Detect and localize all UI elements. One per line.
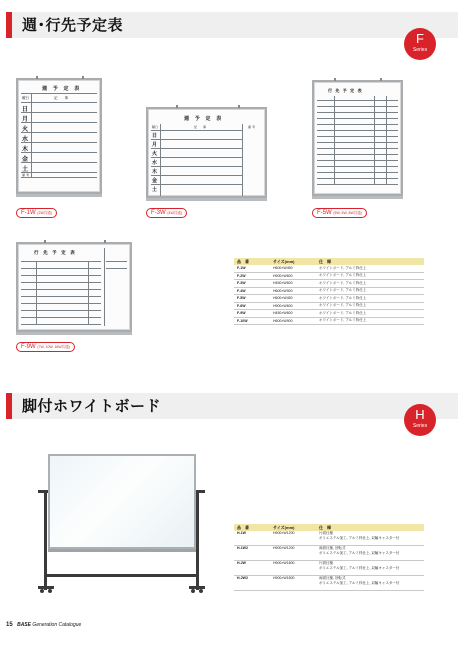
board-f1w-col-note: 記 事	[54, 96, 68, 100]
cell-code: F-10W	[234, 317, 270, 325]
cell-spec: ホワイトボード, アルミ枠仕上	[316, 317, 424, 325]
cell-code: F-2W	[234, 272, 270, 280]
series-f-letter: F	[416, 31, 424, 46]
cell-code: H-2W	[234, 561, 270, 576]
section-h-title: 脚付ホワイトボード	[22, 397, 162, 415]
col-header: 品 番	[234, 524, 270, 531]
series-h-badge	[404, 404, 436, 436]
label-f9w-note: (7W, 10W, 18W共通)	[37, 345, 70, 349]
cell-code: H-1W2	[234, 546, 270, 561]
table-row	[234, 310, 424, 318]
cell-code: F-4W	[234, 287, 270, 295]
series-h-sub: Series	[412, 423, 428, 429]
footer-brand: BASE	[17, 622, 31, 628]
cell-spec	[316, 561, 424, 576]
board-f1w-day: 月	[22, 116, 29, 123]
board-f3w-title: 週 予 定 表	[184, 116, 224, 122]
cell-size: H600×W450	[270, 265, 316, 272]
spec-line-2: ポリエステル加工, アルミ枠仕上, 双輪キャスター付	[319, 551, 400, 555]
board-f1w	[16, 78, 102, 194]
label-f1w	[16, 208, 57, 218]
board-f1w-title: 週 予 定 表	[42, 86, 82, 92]
board-f1w-remark: 備 考	[22, 173, 29, 177]
cell-spec	[316, 531, 424, 546]
cell-size: H900×W1800	[270, 576, 316, 591]
cell-size: H900×W1200	[270, 546, 316, 561]
cell-spec: ホワイトボード, アルミ枠仕上	[316, 295, 424, 303]
cell-code: F-3W	[234, 280, 270, 288]
table-row	[234, 317, 424, 325]
cell-spec: ホワイトボード, アルミ枠仕上	[316, 272, 424, 280]
label-f5w-text: F-5W	[317, 210, 332, 216]
board-f3w-day: 火	[152, 151, 158, 157]
section-h-header	[6, 393, 458, 419]
cell-size: H900×W600	[270, 302, 316, 310]
board-f1w-day: 土	[22, 166, 29, 173]
col-header: 品 番	[234, 258, 270, 265]
board-f5w	[312, 80, 403, 196]
board-f9w	[16, 242, 132, 332]
spec-line-1: 片面仕様	[319, 531, 333, 535]
board-f1w-col-day: 曜日	[22, 96, 29, 100]
board-f1w-day: 火	[22, 126, 29, 133]
board-f3w-day: 月	[152, 142, 158, 148]
board-f3w	[146, 107, 267, 198]
page-footer	[6, 622, 81, 628]
board-f3w-col-note: 記 事	[194, 125, 207, 129]
cell-spec: ホワイトボード, アルミ枠仕上	[316, 287, 424, 295]
table-row	[234, 265, 424, 272]
table-header-row	[234, 524, 424, 531]
series-h-letter: H	[415, 407, 425, 422]
spec-table-h	[234, 524, 424, 591]
table-row	[234, 272, 424, 280]
col-header: 仕 様	[316, 258, 424, 265]
board-f9w-title: 行 先 予 定 表	[34, 251, 77, 256]
section-f-header	[6, 12, 458, 38]
cell-size: H900×W1800	[270, 561, 316, 576]
cell-size: H600×W450	[270, 295, 316, 303]
board-f3w-col-remark: 備 考	[248, 125, 255, 129]
table-row	[234, 531, 424, 546]
board-f1w-day: 水	[22, 136, 29, 143]
cell-size: H450×W600	[270, 310, 316, 318]
board-f3w-col-day: 曜日	[152, 125, 159, 129]
cell-size: H600×W900	[270, 317, 316, 325]
cell-code: F-6W	[234, 302, 270, 310]
cell-spec: ホワイトボード, アルミ枠仕上	[316, 280, 424, 288]
cell-size: H450×W600	[270, 280, 316, 288]
page-number: 15	[6, 622, 13, 628]
col-header: サイズ(mm)	[270, 524, 316, 531]
mobile-whiteboard-image	[36, 452, 208, 602]
spec-line-2: ポリエステル加工, アルミ枠仕上, 双輪キャスター付	[319, 566, 400, 570]
board-f3w-day: 金	[152, 178, 158, 184]
cell-code: F-5W	[234, 295, 270, 303]
board-f3w-day: 日	[152, 133, 158, 139]
footer-catalog: Generation Catalogue	[32, 622, 82, 628]
label-f9w	[16, 342, 75, 352]
cell-spec: ホワイトボード, アルミ枠仕上	[316, 310, 424, 318]
board-f3w-day: 木	[152, 169, 158, 175]
table-row	[234, 287, 424, 295]
cell-code: F-9W	[234, 310, 270, 318]
board-f5w-title: 行 先 予 定 表	[328, 88, 363, 93]
cell-spec	[316, 546, 424, 561]
col-header: 仕 様	[316, 524, 424, 531]
cell-code: H-1W	[234, 531, 270, 546]
label-f3w-text: F-3W	[151, 210, 166, 216]
board-f1w-day: 日	[22, 106, 29, 113]
cell-code: F-1W	[234, 265, 270, 272]
table-row	[234, 280, 424, 288]
series-f-badge	[404, 28, 436, 60]
table-row	[234, 561, 424, 576]
spec-table-f	[234, 258, 424, 325]
cell-spec: ホワイトボード, アルミ枠仕上	[316, 302, 424, 310]
table-row	[234, 302, 424, 310]
table-row	[234, 295, 424, 303]
board-f3w-day: 水	[152, 160, 158, 166]
label-f5w-note: (5W, 6W, 8W共通)	[333, 211, 362, 215]
series-f-sub: Series	[412, 47, 428, 53]
board-f1w-day: 金	[22, 156, 29, 163]
cell-spec	[316, 576, 424, 591]
label-f3w-note: (4W共通)	[167, 211, 182, 215]
col-header: サイズ(mm)	[270, 258, 316, 265]
cell-code: H-2W2	[234, 576, 270, 591]
table-row	[234, 576, 424, 591]
table-header-row	[234, 258, 424, 265]
section-f-title: 週･行先予定表	[22, 16, 124, 34]
spec-line-2: ポリエステル加工, アルミ枠仕上, 双輪キャスター付	[319, 581, 400, 585]
board-f1w-day: 木	[22, 146, 29, 153]
cell-size: H600×W900	[270, 287, 316, 295]
spec-line-1: 片面仕様	[319, 561, 333, 565]
table-row	[234, 546, 424, 561]
board-f3w-day: 土	[152, 187, 158, 193]
spec-line-1: 両面仕様, 回転式	[319, 576, 346, 580]
label-f1w-text: F-1W	[21, 210, 36, 216]
cell-spec: ホワイトボード, アルミ枠仕上	[316, 265, 424, 272]
label-f1w-note: (2W共通)	[37, 211, 52, 215]
spec-line-2: ポリエステル加工, アルミ枠仕上, 双輪キャスター付	[319, 536, 400, 540]
label-f5w	[312, 208, 367, 218]
cell-size: H900×W600	[270, 272, 316, 280]
spec-line-1: 両面仕様, 回転式	[319, 546, 346, 550]
cell-size: H900×W1200	[270, 531, 316, 546]
label-f3w	[146, 208, 187, 218]
label-f9w-text: F-9W	[21, 344, 36, 350]
